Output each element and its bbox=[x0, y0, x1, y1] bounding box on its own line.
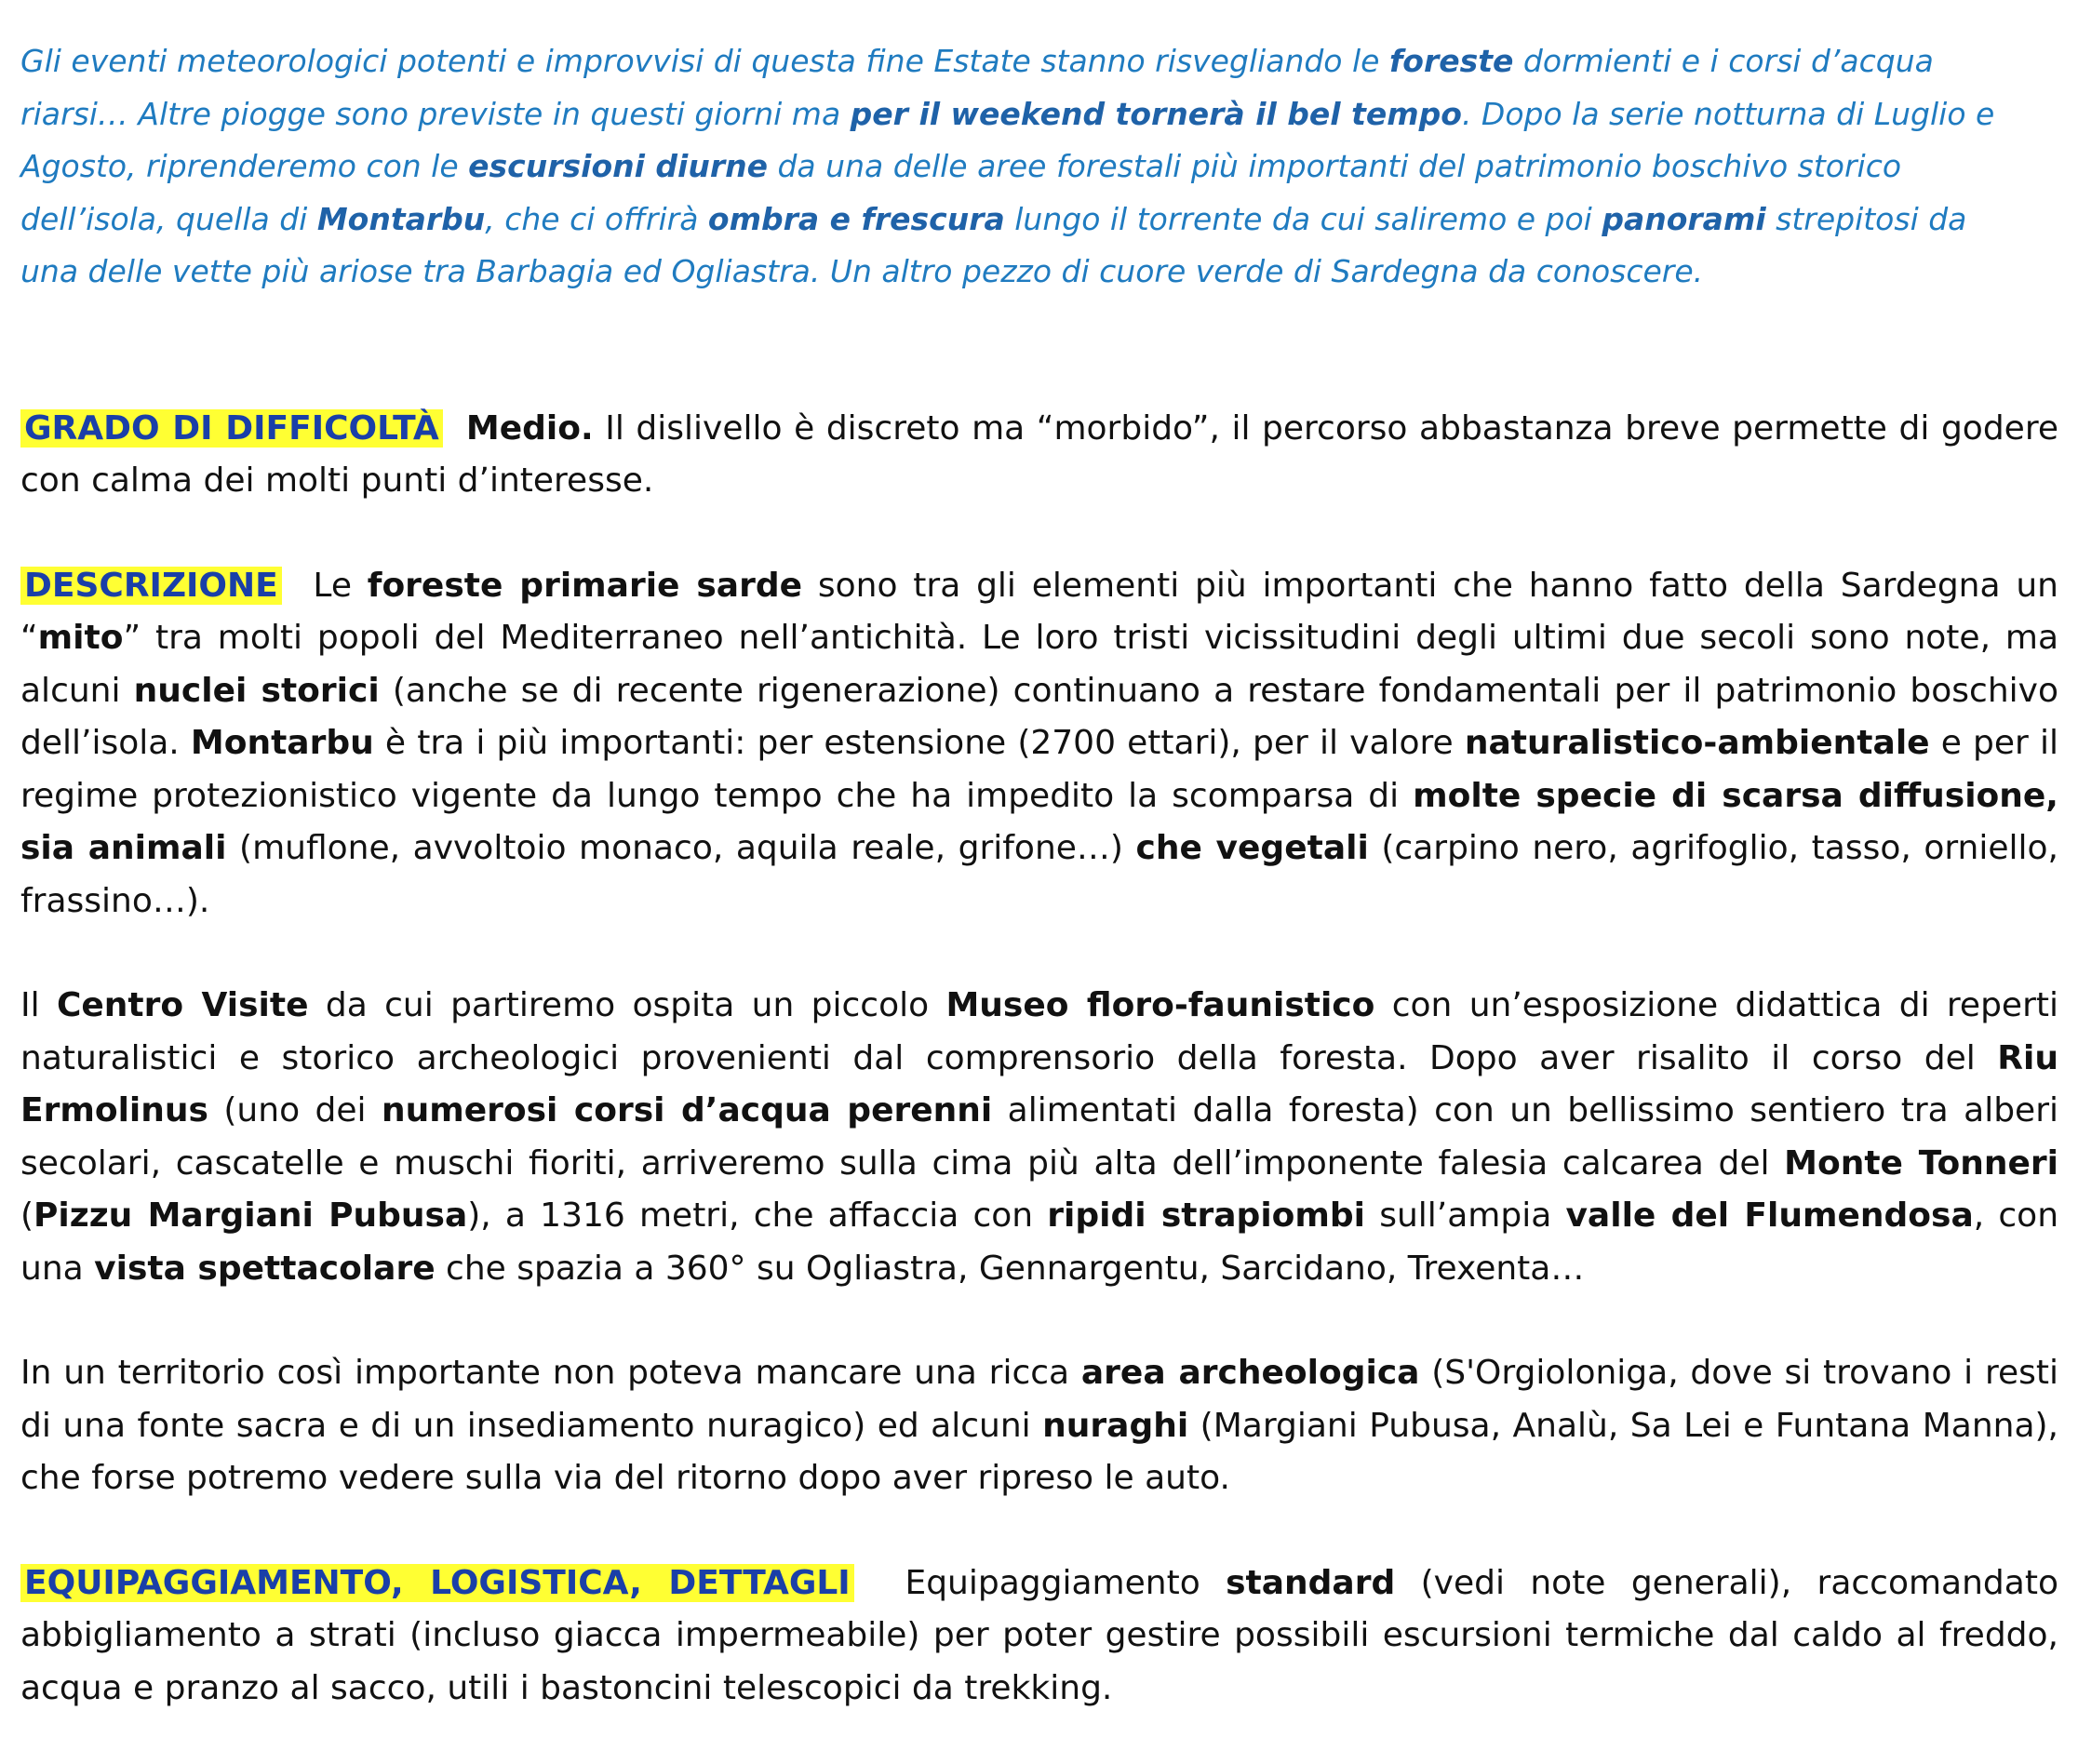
section-bold: naturalistico-ambientale bbox=[1464, 724, 1930, 762]
section-text: (anche se di recente rigenerazione) continuano a restare fondamentali per il patrimonio boschivo dell’isola. bbox=[20, 671, 2058, 762]
section-bold: molte specie di scarsa diffusione, sia animali bbox=[20, 776, 2058, 867]
section-bold: vista spettacolare bbox=[94, 1249, 436, 1288]
intro-text: , che ci offrirà bbox=[485, 200, 708, 237]
section-text: ( bbox=[20, 1196, 34, 1235]
section-bold: area archeologica bbox=[1080, 1354, 1420, 1392]
intro-bold: escursioni diurne bbox=[468, 148, 768, 184]
intro-text: Gli eventi meteorologici potenti e improvvisi di questa fine Estate stanno risvegliando le bbox=[20, 43, 1389, 79]
section-bold: Pizzu Margiani Pubusa bbox=[34, 1196, 468, 1235]
intro-text: dormienti e i corsi d’acqua riarsi… Altre piogge sono previste in questi giorni ma bbox=[20, 43, 1934, 132]
section-text: Equipaggiamento bbox=[905, 1563, 1227, 1602]
section-text: , con una bbox=[20, 1196, 2059, 1288]
section-text: alimentati dalla foresta) con un bellissimo sentiero tra alberi secolari, cascatelle e muschi fioriti, arriveremo sulla cima più alta dell’imponente falesia calcarea del bbox=[20, 1091, 2058, 1183]
section-text: Il dislivello è discreto ma “morbido”, il percorso abbastanza breve permette di godere con calma dei molti punti d’interesse. bbox=[20, 408, 2058, 500]
section-text: con un’esposizione didattica di reperti naturalistici e storico archeologici provenienti dal comprensorio della foresta. Dopo aver risalito il corso del bbox=[20, 986, 2059, 1077]
section-bold: numerosi corsi d’acqua perenni bbox=[381, 1091, 993, 1129]
intro-text: . Dopo la serie notturna di Luglio e Agosto, riprenderemo con le bbox=[20, 95, 1995, 184]
section-text: (uno dei bbox=[208, 1091, 382, 1129]
section-text: ), a 1316 metri, che affaccia con bbox=[467, 1196, 1048, 1235]
section-text: (Margiani Pubusa, Analù, Sa Lei e Funtana Manna), che forse potremo vedere sulla via del ritorno dopo aver ripreso le auto. bbox=[20, 1406, 2059, 1497]
section-bold: Museo floro-faunistico bbox=[945, 986, 1375, 1024]
section-bold: foreste primarie sarde bbox=[367, 566, 803, 605]
document-page bbox=[20, 35, 2058, 1715]
section-text: (muflone, avvoltoio monaco, aquila reale, grifone…) bbox=[226, 829, 1136, 867]
section-text: da cui partiremo ospita un piccolo bbox=[308, 986, 946, 1024]
section-equipaggiamento bbox=[20, 1557, 2058, 1716]
section-bold: Riu Ermolinus bbox=[20, 1038, 2058, 1129]
section-text: (vedi note generali), raccomandato abbigliamento a strati (incluso giacca impermeabile) per poter gestire possibili escursioni termiche dal caldo al freddo, acqua e pranzo al sacco, utili i bastoncini telescopici da trekking. bbox=[20, 1563, 2058, 1707]
intro-text: da una delle aree forestali più importanti del patrimonio boschivo storico dell’isola, quella di bbox=[20, 148, 1902, 237]
section-text: sull’ampia bbox=[1365, 1196, 1566, 1235]
intro-paragraph bbox=[20, 35, 2021, 299]
section-text: e per il regime protezionistico vigente da lungo tempo che ha impedito la scomparsa di bbox=[20, 724, 2059, 815]
section-text: (S'Orgioloniga, dove si trovano i resti di una fonte sacra e di un insediamento nuragico) ed alcuni bbox=[20, 1354, 2058, 1445]
section-bold: Monte Tonneri bbox=[1784, 1143, 2058, 1183]
section-bold: Centro Visite bbox=[56, 986, 309, 1024]
difficulty-level: Medio. bbox=[465, 408, 594, 448]
intro-text: lungo il torrente da cui saliremo e poi bbox=[1004, 200, 1602, 237]
section-grado-difficolta bbox=[20, 403, 2058, 508]
section-text: è tra i più importanti: per estensione (2700 ettari), per il valore bbox=[373, 724, 1465, 762]
intro-bold: foreste bbox=[1388, 43, 1514, 79]
section-heading-descrizione: DESCRIZIONE bbox=[20, 567, 282, 605]
section-text: (carpino nero, agrifoglio, tasso, orniello, frassino…). bbox=[20, 829, 2058, 920]
section-bold: mito bbox=[37, 619, 124, 657]
section-text: Le bbox=[313, 566, 368, 605]
section-bold: nuclei storici bbox=[133, 671, 380, 710]
intro-bold: ombra e frescura bbox=[707, 200, 1005, 237]
section-heading-grado: GRADO DI DIFFICOLTÀ bbox=[20, 409, 443, 448]
section-bold: Montarbu bbox=[190, 724, 374, 762]
section-territorio bbox=[20, 1347, 2058, 1505]
intro-bold: per il weekend tornerà il bel tempo bbox=[850, 95, 1462, 132]
section-text: che spazia a 360° su Ogliastra, Gennargentu, Sarcidano, Trexenta… bbox=[435, 1249, 1585, 1288]
section-bold: ripidi strapiombi bbox=[1047, 1196, 1366, 1235]
section-bold: valle del Flumendosa bbox=[1565, 1196, 1974, 1235]
section-bold: standard bbox=[1226, 1563, 1396, 1602]
intro-bold: panorami bbox=[1602, 200, 1766, 237]
section-heading-equipaggiamento: EQUIPAGGIAMENTO, LOGISTICA, DETTAGLI bbox=[20, 1564, 854, 1602]
section-bold: che vegetali bbox=[1135, 829, 1369, 867]
intro-bold: Montarbu bbox=[316, 200, 486, 237]
section-centro-visite bbox=[20, 980, 2058, 1295]
section-text: In un territorio così importante non poteva mancare una ricca bbox=[20, 1354, 1081, 1392]
section-bold: nuraghi bbox=[1042, 1406, 1189, 1445]
section-descrizione bbox=[20, 560, 2058, 929]
intro-text: strepitosi da una delle vette più ariose tra Barbagia ed Ogliastra. Un altro pezzo di cuore verde di Sardegna da conoscere. bbox=[20, 200, 1967, 289]
section-text: ” tra molti popoli del Mediterraneo nell’antichità. Le loro tristi vicissitudini degli ultimi due secoli sono note, ma alcuni bbox=[20, 619, 2058, 710]
section-text: Il bbox=[20, 986, 57, 1024]
section-text: sono tra gli elementi più importanti che hanno fatto della Sardegna un “ bbox=[20, 566, 2058, 657]
